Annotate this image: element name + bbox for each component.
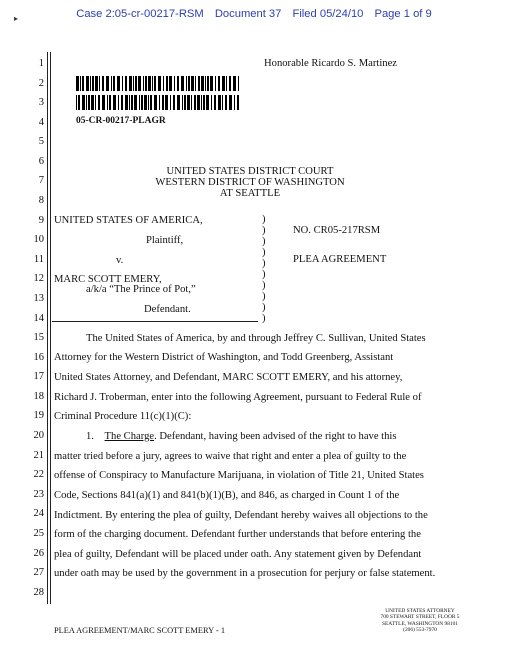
- barcode-bar: [195, 76, 196, 91]
- barcode-bar: [210, 76, 213, 91]
- body-line-15: The United States of America, by and through Jeffrey C. Sullivan, United States: [86, 333, 426, 344]
- body-line-17: United States Attorney, and Defendant, MARC SCOTT EMERY, and his attorney,: [54, 372, 403, 383]
- barcode-bar: [197, 95, 200, 110]
- document-title: PLEA AGREEMENT: [293, 254, 387, 265]
- line-number: 8: [38, 195, 44, 207]
- barcode-bar: [135, 76, 137, 91]
- line-number: 15: [33, 332, 44, 344]
- barcode-bar: [154, 76, 156, 91]
- barcode-bar: [188, 76, 190, 91]
- barcode-bar: [122, 76, 123, 91]
- line-number: 1: [38, 58, 44, 69]
- barcode-bar: [186, 76, 187, 91]
- defendant-aka: a/k/a “The Prince of Pot,”: [86, 284, 196, 295]
- barcode-bar: [222, 95, 223, 110]
- barcode-bar: [211, 95, 212, 110]
- barcode-bar: [92, 76, 94, 91]
- court-district: WESTERN DISTRICT OF WASHINGTON: [155, 177, 345, 188]
- line-number: 7: [38, 175, 44, 187]
- barcode-bar: [125, 95, 128, 110]
- margin-rule-left: [47, 52, 48, 604]
- barcode-bar: [214, 95, 216, 110]
- scan-mark: ▸: [14, 14, 19, 23]
- barcode-bar: [129, 76, 132, 91]
- barcode-bar: [117, 76, 120, 91]
- plaintiff-name: UNITED STATES OF AMERICA,: [54, 215, 203, 226]
- barcode-bar: [133, 76, 134, 91]
- barcode-bar: [82, 76, 84, 91]
- barcode-bar: [229, 95, 232, 110]
- line-number: 9: [38, 214, 44, 226]
- line-number: 16: [33, 351, 44, 363]
- section-line-21: matter tried before a jury, agrees to waive that right and enter a plea of guilty to the: [54, 451, 407, 462]
- filed-date: Filed 05/24/10: [292, 8, 364, 20]
- barcode-bar: [99, 76, 100, 91]
- barcode-bar: [143, 76, 144, 91]
- court-location: AT SEATTLE: [219, 188, 281, 199]
- line-number: 19: [33, 410, 44, 422]
- case-number: Case 2:05-cr-00217-RSM: [76, 8, 204, 20]
- barcode-bar: [144, 95, 147, 110]
- barcode-bar: [102, 76, 104, 91]
- barcode-number: 05-CR-00217-PLAGR: [76, 116, 166, 126]
- barcode-bar: [88, 95, 90, 110]
- line-number: 10: [33, 234, 44, 246]
- barcode-bar: [187, 95, 190, 110]
- barcode-bar: [177, 95, 180, 110]
- barcode-bar: [98, 95, 100, 110]
- barcode-bar: [76, 76, 79, 91]
- barcode-bar: [170, 95, 171, 110]
- section-1-first-line: [86, 431, 397, 442]
- barcode-bar: [109, 95, 111, 110]
- barcode-bar: [86, 76, 89, 91]
- line-number: 20: [33, 430, 44, 442]
- barcode-bar: [173, 95, 175, 110]
- barcode-bar: [95, 95, 96, 110]
- line-number: 4: [38, 116, 44, 128]
- barcode-bar: [148, 95, 149, 110]
- barcode-bar: [226, 76, 227, 91]
- barcode-bar: [234, 95, 235, 110]
- defendant-name: MARC SCOTT EMERY,: [54, 274, 162, 285]
- barcode-bar: [145, 76, 147, 91]
- body-line-16: Attorney for the Western District of Washington, and Todd Greenberg, Assistant: [54, 352, 394, 363]
- section-line-27: under oath may be used by the government in a prosecution for perjury or false statement.: [54, 568, 436, 579]
- barcode-bar: [218, 76, 220, 91]
- line-number: 27: [33, 567, 44, 579]
- barcode-bar: [139, 95, 140, 110]
- margin-rule-right: [50, 52, 51, 604]
- section-line-22: offense of Conspiracy to Manufacture Marijuana, in violation of Title 21, United States: [54, 470, 424, 481]
- section-line-25: form of the charging document. Defendant further understands that before entering the: [54, 529, 421, 540]
- line-number: 18: [33, 390, 44, 402]
- barcode-bar: [78, 95, 80, 110]
- filing-header: [0, 8, 508, 20]
- caption-brackets: ) ) ) ) ) ) ) ) ) ): [262, 214, 266, 324]
- office-city: SEATTLE, WASHINGTON 98101: [381, 620, 458, 627]
- line-number: 11: [33, 253, 44, 265]
- barcode-bar: [95, 76, 98, 91]
- line-number: 23: [33, 488, 44, 500]
- line-number: 3: [38, 97, 44, 109]
- line-number: 22: [33, 469, 44, 481]
- court-name: UNITED STATES DISTRICT COURT: [166, 166, 334, 177]
- barcode-bar: [113, 76, 115, 91]
- barcode-bar: [177, 76, 179, 91]
- line-number: 25: [33, 527, 44, 539]
- barcode-bar: [152, 76, 153, 91]
- section-line-26: plea of guilty, Defendant will be placed under oath. Any statement given by Defendant: [54, 549, 422, 560]
- line-number: 2: [38, 77, 44, 89]
- barcode-bar: [222, 76, 225, 91]
- barcode-bar: [206, 95, 209, 110]
- barcode-bar: [238, 76, 239, 91]
- barcode-bar: [102, 95, 105, 110]
- line-number: 12: [33, 273, 44, 285]
- barcode-bar: [203, 95, 205, 110]
- line-number: 28: [33, 586, 44, 598]
- barcode-bar: [118, 95, 119, 110]
- barcode-bar: [225, 95, 227, 110]
- barcode-bar: [198, 76, 200, 91]
- plaintiff-role: Plaintiff,: [146, 235, 184, 246]
- barcode-bar: [169, 76, 172, 91]
- line-number: 26: [33, 547, 44, 559]
- barcode-bar: [237, 95, 239, 110]
- page-indicator: Page 1 of 9: [374, 8, 432, 20]
- section-line-23: Code, Sections 841(a)(1) and 841(b)(1)(B), and 846, as charged in Count 1 of the: [54, 490, 400, 501]
- barcode-bar: [166, 76, 168, 91]
- barcode-bar: [150, 95, 152, 110]
- barcode-bar: [233, 76, 236, 91]
- barcode-bar: [229, 76, 231, 91]
- barcode-bar: [129, 95, 130, 110]
- barcode-bar: [111, 76, 112, 91]
- caption-rule: [52, 321, 258, 322]
- barcode-bar: [159, 95, 160, 110]
- judge-name: Honorable Ricardo S. Martinez: [264, 58, 397, 69]
- barcode-bar: [90, 76, 91, 91]
- barcode-bar: [138, 76, 141, 91]
- office-address: [364, 608, 476, 634]
- section-first-line-text: . Defendant, having been advised of the right to have this: [154, 431, 397, 442]
- office-name: UNITED STATES ATTORNEY: [385, 608, 455, 614]
- barcode-bar: [76, 95, 77, 110]
- barcode-bar: [194, 95, 196, 110]
- section-heading: The Charge: [104, 431, 155, 442]
- case-no: NO. CR05-217RSM: [293, 225, 381, 236]
- barcode-bar: [215, 76, 216, 91]
- barcode-bar: [174, 76, 175, 91]
- line-number: 21: [33, 449, 44, 461]
- line-number: 6: [38, 155, 44, 167]
- barcode-bar: [184, 95, 186, 110]
- defendant-role: Defendant.: [144, 304, 191, 315]
- line-number: 17: [33, 371, 44, 383]
- barcode-bar: [154, 95, 157, 110]
- footer-title: PLEA AGREEMENT/MARC SCOTT EMERY - 1: [54, 626, 226, 635]
- line-number: 14: [33, 312, 44, 324]
- barcode-bar: [80, 76, 81, 91]
- barcode-bar: [165, 95, 168, 110]
- barcode-bar: [131, 95, 133, 110]
- barcode-bar: [121, 95, 123, 110]
- barcode-bar: [191, 95, 192, 110]
- body-line-18: Richard J. Troberman, enter into the following Agreement, pursuant to Federal Rule of: [54, 392, 422, 403]
- barcode-bar: [113, 95, 116, 110]
- section-line-24: Indictment. By entering the plea of guilty, Defendant hereby waives all objections to the: [54, 510, 428, 521]
- office-phone: (206) 553-7970: [403, 627, 437, 634]
- barcode-bar: [201, 95, 202, 110]
- barcode-bar: [91, 95, 94, 110]
- barcode-bar: [191, 76, 194, 91]
- barcode-bar: [106, 76, 109, 91]
- barcode-bar: [182, 95, 183, 110]
- court-heading: [140, 166, 360, 199]
- barcode-bar: [181, 76, 184, 91]
- barcode-bottom: [76, 95, 239, 110]
- section-number: 1.: [86, 431, 94, 442]
- barcode-bar: [86, 95, 87, 110]
- barcode-top: [76, 76, 239, 91]
- line-number: 13: [33, 292, 44, 304]
- document-number: Document 37: [214, 8, 282, 20]
- barcode-bar: [201, 76, 204, 91]
- barcode-bar: [158, 76, 161, 91]
- barcode-bar: [125, 76, 127, 91]
- barcode-bar: [134, 95, 137, 110]
- line-number: 24: [33, 508, 44, 520]
- versus: v.: [116, 255, 124, 266]
- barcode-bar: [207, 76, 209, 91]
- barcode-bar: [218, 95, 221, 110]
- body-line-19: Criminal Procedure 11(c)(1)(C):: [54, 411, 192, 422]
- barcode-bar: [163, 76, 164, 91]
- barcode-bar: [148, 76, 151, 91]
- barcode-bar: [107, 95, 108, 110]
- barcode-bar: [162, 95, 164, 110]
- barcode-bar: [82, 95, 85, 110]
- barcode-bar: [205, 76, 206, 91]
- line-number: 5: [38, 136, 44, 148]
- office-street: 700 STEWART STREET, FLOOR 5: [380, 614, 460, 621]
- barcode-bar: [141, 95, 143, 110]
